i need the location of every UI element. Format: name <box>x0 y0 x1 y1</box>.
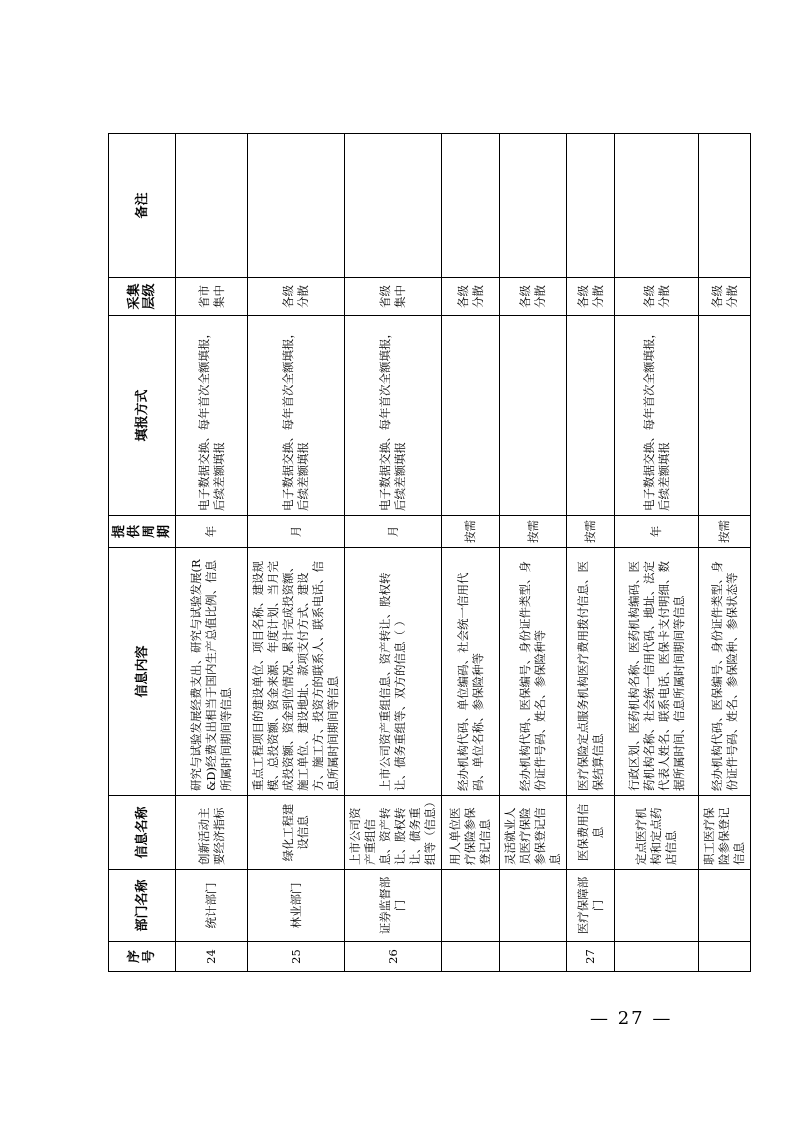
cell-note <box>442 134 500 278</box>
cell-name: 灵活就业人员医疗保险参保登记信息 <box>500 796 567 870</box>
cell-period: 年 <box>615 516 699 548</box>
cell-content: 上市公司资产重组信息、资产转让、股权转让、债务重组等、双方的信息（ ） <box>345 548 442 796</box>
cell-seq: 26 <box>345 942 442 972</box>
table-row <box>442 134 500 972</box>
cell-name: 用人单位医疗保险参保登记信息 <box>442 796 500 870</box>
cell-method <box>567 316 615 516</box>
header-dept: 部门名称 <box>109 870 176 942</box>
cell-method <box>500 316 567 516</box>
cell-period: 月 <box>345 516 442 548</box>
cell-note <box>176 134 248 278</box>
cell-dept <box>442 870 500 942</box>
table-row <box>699 134 751 972</box>
cell-level: 各级分散 <box>567 278 615 316</box>
cell-content: 研究与试验发展经费支出、研究与试验发展(R&D)经费支出相当于国内生产总值比例、信息所属时间期间等信息 <box>176 548 248 796</box>
cell-content: 医疗保险定点服务机构医疗费用拨付信息、医保结算信息 <box>567 548 615 796</box>
cell-period: 月 <box>248 516 345 548</box>
rotated-table-container <box>108 134 746 972</box>
cell-name: 上市公司资产重组信息、资产转让、股权转让、债务重组等（信息） <box>345 796 442 870</box>
cell-name: 创新活动主要经济指标 <box>176 796 248 870</box>
cell-method: 电子数据交换、每年首次全额填报，后续差额填报 <box>248 316 345 516</box>
table-row <box>500 134 567 972</box>
cell-period: 按需 <box>567 516 615 548</box>
cell-dept: 林业部门 <box>248 870 345 942</box>
cell-period: 按需 <box>442 516 500 548</box>
cell-name: 医保费用信息 <box>567 796 615 870</box>
page-number: — 27 — <box>590 1008 673 1029</box>
info-table <box>108 133 751 972</box>
header-period: 提供周期 <box>109 516 176 548</box>
cell-content: 行政区划、医药机构名称、医药机构编码、医药机构名称、社会统一信用代码、地址、法定代表人姓名、联系电话、医保卡支付明细、数据所属时间、信息所属时间期间等信息 <box>615 548 699 796</box>
table-row <box>176 134 248 972</box>
cell-level: 各级分散 <box>442 278 500 316</box>
table-row <box>615 134 699 972</box>
cell-period: 年 <box>176 516 248 548</box>
table-row <box>248 134 345 972</box>
cell-note <box>615 134 699 278</box>
cell-content: 经办机构代码、医保编号、身份证件类型、身份证件号码、姓名、参保险种、参保状态等 <box>699 548 751 796</box>
cell-seq: 27 <box>567 942 615 972</box>
cell-level: 各级分散 <box>615 278 699 316</box>
cell-note <box>500 134 567 278</box>
cell-period: 按需 <box>500 516 567 548</box>
cell-level: 省市集中 <box>176 278 248 316</box>
cell-level: 各级分散 <box>699 278 751 316</box>
table-row <box>567 134 615 972</box>
header-method: 填报方式 <box>109 316 176 516</box>
cell-note <box>248 134 345 278</box>
cell-method: 电子数据交换、每年首次全额填报，后续差额填报 <box>176 316 248 516</box>
header-seq: 序号 <box>109 942 176 972</box>
cell-level: 各级分散 <box>500 278 567 316</box>
cell-dept <box>500 870 567 942</box>
cell-method <box>442 316 500 516</box>
cell-dept: 统计部门 <box>176 870 248 942</box>
header-note: 备注 <box>109 134 176 278</box>
cell-content: 重点工程项目的建设单位、项目名称、建设规模、总投资额、资金来源、年度计划、当月完成投资额、资金到位情况、累计完成投资额、施工单位、建设地址、款项支付方式、建设方、施工方、投资方的联系人、联系电话、信息所属时间期间等信息 <box>248 548 345 796</box>
cell-note <box>567 134 615 278</box>
cell-content: 经办机构代码、单位编码、社会统一信用代码、单位名称、参保险种等 <box>442 548 500 796</box>
cell-dept <box>615 870 699 942</box>
table-header-row <box>109 134 176 972</box>
cell-method: 电子数据交换、每年首次全额填报，后续差额填报 <box>615 316 699 516</box>
cell-note <box>345 134 442 278</box>
cell-seq: 25 <box>248 942 345 972</box>
cell-period: 按需 <box>699 516 751 548</box>
cell-method <box>699 316 751 516</box>
cell-dept <box>699 870 751 942</box>
table-row <box>345 134 442 972</box>
cell-seq: 24 <box>176 942 248 972</box>
cell-seq <box>442 942 500 972</box>
header-level: 采集层级 <box>109 278 176 316</box>
cell-content: 经办机构代码、医保编号、身份证件类型、身份证件号码、姓名、参保险种等 <box>500 548 567 796</box>
header-content: 信息内容 <box>109 548 176 796</box>
cell-level: 各级分散 <box>248 278 345 316</box>
cell-seq <box>615 942 699 972</box>
cell-name: 绿化工程建设信息 <box>248 796 345 870</box>
cell-name: 定点医疗机构和定点药店信息 <box>615 796 699 870</box>
cell-seq <box>699 942 751 972</box>
cell-name: 职工医疗保险参保登记信息 <box>699 796 751 870</box>
cell-dept: 证券监督部门 <box>345 870 442 942</box>
cell-level: 省级集中 <box>345 278 442 316</box>
cell-seq <box>500 942 567 972</box>
cell-method: 电子数据交换、每年首次全额填报，后续差额填报 <box>345 316 442 516</box>
cell-dept: 医疗保障部门 <box>567 870 615 942</box>
cell-note <box>699 134 751 278</box>
header-name: 信息名称 <box>109 796 176 870</box>
